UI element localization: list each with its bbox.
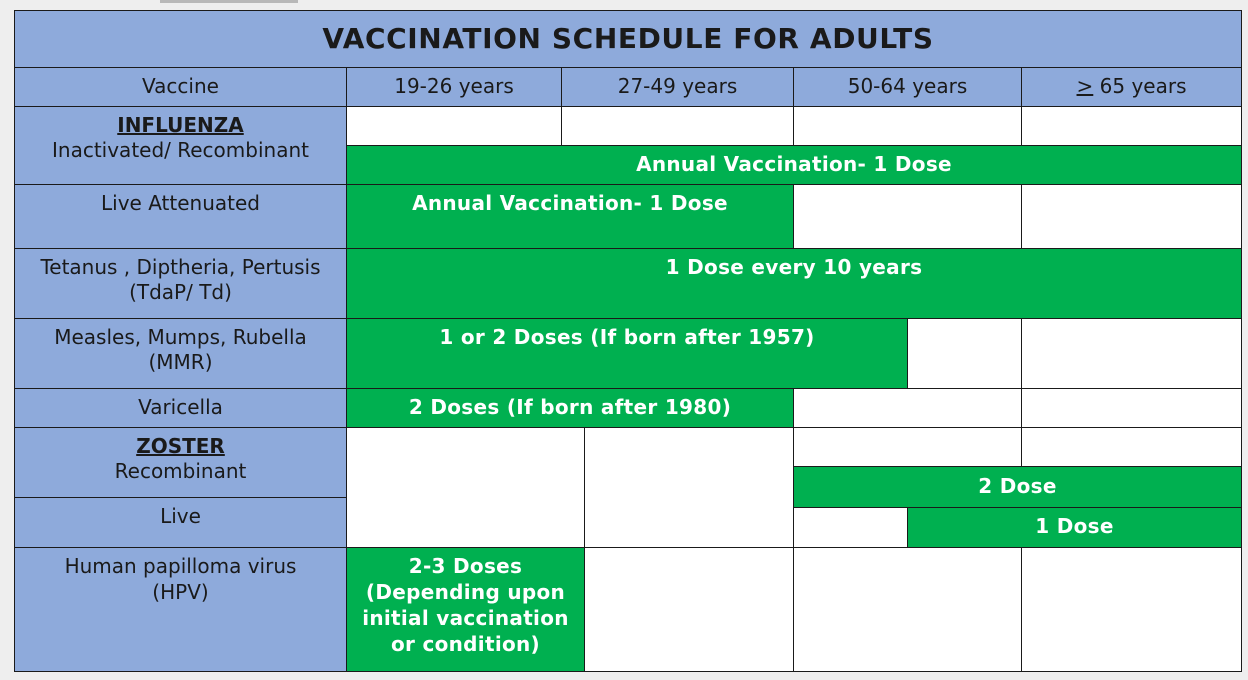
varicella-dose-bar [346, 388, 794, 428]
header-age-19-26-label: 19-26 years [394, 74, 514, 98]
mmr-name: Measles, Mumps, Rubella [54, 325, 307, 349]
header-age-65-plus-label [1022, 73, 1241, 99]
tdap-dose-label: 1 Dose every 10 years [665, 255, 923, 279]
mmr-dose-label: 1 or 2 Doses (If born after 1957) [439, 325, 815, 349]
header-age-19-26 [346, 67, 562, 107]
row-label-hpv [14, 547, 347, 672]
header-age-50-64 [793, 67, 1022, 107]
hpv-empty-27-49 [584, 547, 794, 672]
row-label-mmr [14, 318, 347, 389]
top-decoration-line [160, 0, 298, 3]
varicella-dose-label: 2 Doses (If born after 1980) [408, 395, 732, 419]
vaccination-schedule-table [14, 10, 1242, 672]
zoster-empty-27-49 [584, 427, 794, 548]
varicella-empty-50-64 [793, 388, 1022, 428]
row-label-varicella [14, 388, 347, 428]
zoster-live-dose-bar [907, 507, 1242, 548]
row-label-influenza [14, 106, 347, 185]
hpv-abbrev: (HPV) [152, 580, 209, 604]
zoster-empty-19-26 [346, 427, 585, 548]
greater-equal-symbol: > [1076, 74, 1094, 98]
row-label-zoster [14, 427, 347, 498]
hpv-empty-50-64 [793, 547, 1022, 672]
zoster-live-empty-50-64-partial [793, 507, 908, 548]
varicella-name: Varicella [138, 395, 223, 419]
tdap-name: Tetanus , Diptheria, Pertusis [40, 255, 321, 279]
mmr-abbrev: (MMR) [148, 350, 213, 374]
zoster-subtype: Recombinant [114, 459, 247, 483]
row-label-zoster-live [14, 497, 347, 548]
header-age-65-text: 65 years [1093, 74, 1187, 98]
table-title-cell [14, 10, 1242, 68]
influenza-subtype: Inactivated/ Recombinant [52, 138, 309, 162]
zoster-live-name: Live [160, 504, 201, 528]
row-label-live-attenuated [14, 184, 347, 249]
hpv-dose-line-1: 2-3 Doses [408, 554, 523, 578]
varicella-empty-65-plus [1021, 388, 1242, 428]
mmr-empty-50-64-partial [907, 318, 1022, 389]
influenza-empty-50-64 [793, 106, 1022, 146]
hpv-name: Human papilloma virus [64, 554, 297, 578]
zoster-recombinant-dose-bar [793, 466, 1242, 508]
influenza-dose-bar [346, 145, 1242, 185]
header-vaccine [14, 67, 347, 107]
influenza-dose-label: Annual Vaccination- 1 Dose [636, 152, 952, 176]
hpv-dose-bar [346, 547, 585, 672]
live-attenuated-dose-label: Annual Vaccination- 1 Dose [412, 191, 728, 215]
header-age-27-49-label: 27-49 years [617, 74, 738, 98]
live-attenuated-name: Live Attenuated [101, 191, 260, 215]
live-attenuated-empty-50-64 [793, 184, 1022, 249]
hpv-dose-line-3: initial vaccination [362, 606, 569, 630]
hpv-empty-65-plus [1021, 547, 1242, 672]
mmr-dose-bar [346, 318, 908, 389]
header-age-50-64-label: 50-64 years [847, 74, 968, 98]
influenza-empty-19-26 [346, 106, 562, 146]
zoster-name: ZOSTER [136, 434, 225, 458]
row-label-tdap [14, 248, 347, 319]
live-attenuated-empty-65-plus [1021, 184, 1242, 249]
zoster-recombinant-dose-label: 2 Dose [978, 474, 1057, 498]
zoster-empty-50-64 [793, 427, 1022, 467]
influenza-empty-27-49 [561, 106, 794, 146]
influenza-name: INFLUENZA [117, 113, 244, 137]
page-title: VACCINATION SCHEDULE FOR ADULTS [322, 22, 934, 55]
influenza-empty-65-plus [1021, 106, 1242, 146]
live-attenuated-dose-bar [346, 184, 794, 249]
header-age-65-plus [1021, 67, 1242, 107]
mmr-empty-65-plus [1021, 318, 1242, 389]
header-age-27-49 [561, 67, 794, 107]
header-vaccine-label: Vaccine [142, 74, 219, 98]
zoster-live-dose-label: 1 Dose [1035, 514, 1114, 538]
tdap-abbrev: (TdaP/ Td) [129, 280, 232, 304]
hpv-dose-line-4: or condition) [390, 632, 540, 656]
hpv-dose-line-2: (Depending upon [365, 580, 566, 604]
tdap-dose-bar [346, 248, 1242, 319]
zoster-empty-65-plus [1021, 427, 1242, 467]
